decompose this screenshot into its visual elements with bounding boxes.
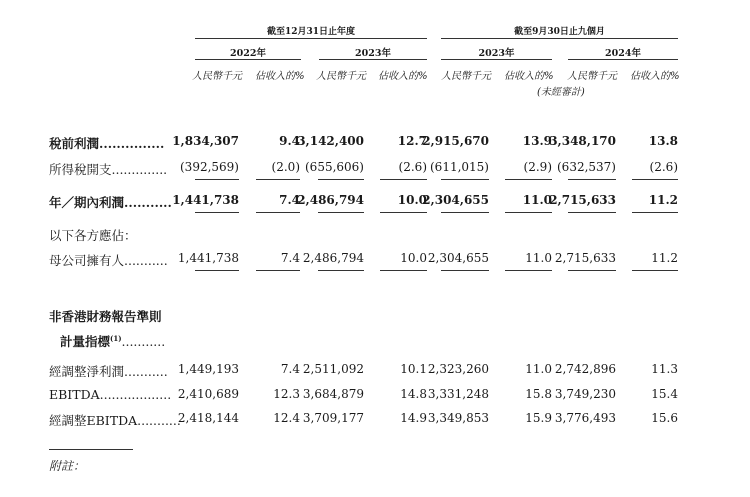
cell-rmb-9m2024: (632,537) [557, 160, 616, 174]
cell-pct-2022: 9.4 [279, 134, 300, 148]
row-label-pretax-profit: 稅前利潤............... [49, 136, 165, 151]
cell-rmb-9m2023: 2,304,655 [427, 251, 489, 265]
divider [195, 179, 239, 180]
cell-pct-9m2024: 11.2 [651, 251, 678, 265]
divider [441, 38, 678, 39]
row-label-adjusted-ebitda: 經調整EBITDA........... [49, 413, 181, 428]
cell-pct-9m2023: 15.8 [525, 387, 552, 401]
cell-rmb-9m2024: 2,715,633 [554, 251, 616, 265]
row-label-income-tax: 所得稅開支.............. [49, 162, 168, 177]
cell-pct-2022: 12.4 [273, 411, 300, 425]
divider [632, 179, 678, 180]
divider [318, 179, 364, 180]
cell-rmb-2022: 2,418,144 [177, 411, 239, 425]
group-header-year: 截至12月31日止年度 [266, 27, 356, 37]
cell-rmb-9m2023: 2,304,655 [422, 193, 489, 207]
cell-pct-2023: 14.8 [400, 387, 427, 401]
cell-rmb-2022: 1,441,738 [172, 193, 239, 207]
divider [380, 212, 427, 213]
year-header: 2024年 [605, 48, 641, 59]
divider [441, 179, 489, 180]
divider [195, 59, 301, 60]
cell-rmb-9m2024: 3,348,170 [549, 134, 616, 148]
year-header: 2023年 [478, 48, 515, 59]
col-header-rmb: 人民幣千元 [192, 71, 242, 82]
cell-pct-2022: 7.4 [280, 251, 300, 265]
year-header: 2023年 [355, 48, 391, 59]
cell-rmb-2022: (392,569) [180, 160, 239, 174]
cell-pct-9m2023: (2.9) [523, 160, 552, 174]
divider [318, 212, 364, 213]
cell-rmb-2022: 2,410,689 [177, 387, 239, 401]
row-label-attributable: 以下各方應佔： [49, 228, 137, 243]
cell-rmb-9m2023: 3,331,248 [427, 387, 489, 401]
divider [568, 212, 616, 213]
cell-pct-9m2023: 13.9 [522, 134, 552, 148]
group-header-nine-months: 截至9月30日止九個月 [514, 27, 605, 37]
divider [319, 59, 427, 60]
col-header-rmb: 人民幣千元 [441, 71, 491, 82]
divider [380, 270, 427, 271]
cell-pct-2023: 10.0 [400, 251, 427, 265]
divider [568, 270, 616, 271]
divider [195, 38, 427, 39]
row-label-adjusted-net-profit: 經調整淨利潤........... [49, 364, 168, 379]
cell-rmb-2023: 2,511,092 [302, 362, 364, 376]
row-label-measures: 計量指標$^{(1)}$........... [60, 333, 166, 349]
cell-rmb-2023: 3,142,400 [297, 134, 364, 148]
divider [256, 212, 300, 213]
cell-rmb-9m2023: 2,915,670 [422, 134, 489, 148]
divider [380, 179, 427, 180]
cell-pct-9m2023: 11.0 [522, 193, 552, 207]
divider [632, 270, 678, 271]
cell-pct-9m2023: 15.9 [525, 411, 552, 425]
unaudited-note: (未經審計) [537, 87, 585, 98]
divider [568, 179, 616, 180]
col-header-pct: 佔收入的% [504, 71, 554, 82]
divider [441, 59, 552, 60]
cell-rmb-9m2023: 3,349,853 [427, 411, 489, 425]
divider [441, 212, 489, 213]
col-header-pct: 佔收入的% [630, 71, 680, 82]
cell-rmb-9m2024: 3,776,493 [554, 411, 616, 425]
divider [318, 270, 364, 271]
cell-pct-2022: 7.4 [279, 193, 300, 207]
cell-rmb-2023: 3,684,879 [302, 387, 364, 401]
cell-rmb-9m2023: (611,015) [430, 160, 489, 174]
divider [505, 179, 552, 180]
cell-pct-2022: (2.0) [271, 160, 300, 174]
cell-rmb-9m2024: 3,749,230 [554, 387, 616, 401]
cell-pct-9m2023: 11.0 [525, 362, 552, 376]
cell-pct-2023: 14.9 [400, 411, 427, 425]
cell-rmb-2023: 2,486,794 [302, 251, 364, 265]
row-label-period-profit: 年／期內利潤........... [49, 195, 172, 210]
cell-pct-2023: (2.6) [398, 160, 427, 174]
cell-rmb-2022: 1,834,307 [172, 134, 239, 148]
cell-pct-9m2024: 11.3 [651, 362, 678, 376]
divider [441, 270, 489, 271]
row-label-parent-owners: 母公司擁有人........... [49, 253, 168, 268]
cell-pct-9m2024: (2.6) [649, 160, 678, 174]
cell-rmb-9m2024: 2,742,896 [554, 362, 616, 376]
divider [256, 179, 300, 180]
cell-pct-9m2024: 15.4 [651, 387, 678, 401]
footnote-label: 附註： [49, 459, 86, 473]
cell-rmb-2022: 1,449,193 [177, 362, 239, 376]
divider [505, 270, 552, 271]
col-header-rmb: 人民幣千元 [316, 71, 366, 82]
cell-pct-9m2024: 13.8 [648, 134, 678, 148]
divider [195, 212, 239, 213]
cell-pct-2023: 10.0 [397, 193, 427, 207]
cell-rmb-2023: (655,606) [305, 160, 364, 174]
row-label-non-hkfrs: 非香港財務報告準則 [49, 309, 162, 324]
col-header-pct: 佔收入的% [378, 71, 428, 82]
cell-rmb-2023: 3,709,177 [302, 411, 364, 425]
col-header-rmb: 人民幣千元 [567, 71, 617, 82]
divider [505, 212, 552, 213]
row-label-ebitda: EBITDA.................. [49, 387, 172, 402]
cell-pct-2023: 10.1 [400, 362, 427, 376]
col-header-pct: 佔收入的% [255, 71, 305, 82]
cell-rmb-9m2023: 2,323,260 [427, 362, 489, 376]
cell-rmb-9m2024: 2,715,633 [549, 193, 616, 207]
footnote-rule [49, 449, 133, 450]
divider [568, 59, 678, 60]
cell-rmb-2023: 2,486,794 [297, 193, 364, 207]
cell-rmb-2022: 1,441,738 [177, 251, 239, 265]
cell-pct-9m2023: 11.0 [525, 251, 552, 265]
cell-pct-2022: 7.4 [280, 362, 300, 376]
cell-pct-2022: 12.3 [273, 387, 300, 401]
cell-pct-9m2024: 15.6 [651, 411, 678, 425]
cell-pct-9m2024: 11.2 [648, 193, 678, 207]
year-header: 2022年 [230, 48, 266, 59]
cell-pct-2023: 12.7 [397, 134, 427, 148]
divider [195, 270, 239, 271]
divider [256, 270, 300, 271]
divider [632, 212, 678, 213]
